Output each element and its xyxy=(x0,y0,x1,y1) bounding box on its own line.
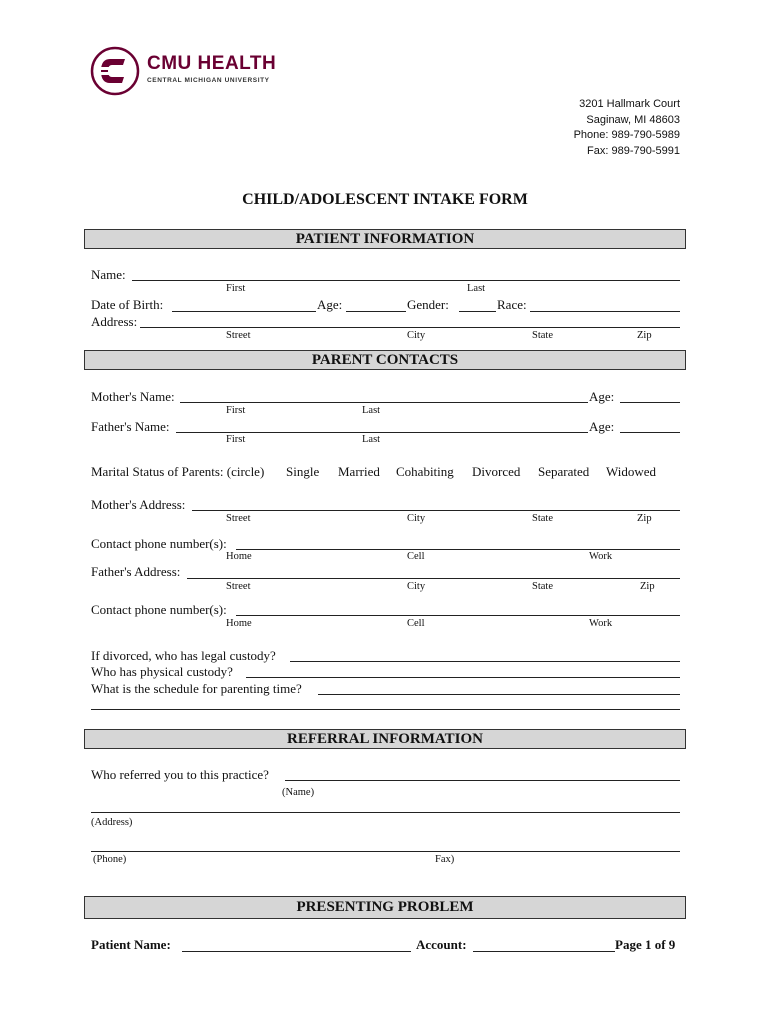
hint-referral-address: (Address) xyxy=(91,817,133,828)
referral-address-field[interactable] xyxy=(91,812,680,813)
hint-first: First xyxy=(226,434,246,445)
hint-referral-phone: (Phone) xyxy=(93,854,127,865)
age-field[interactable] xyxy=(346,311,406,312)
physical-custody-label: Who has physical custody? xyxy=(91,664,233,679)
footer-patient-name-label: Patient Name: xyxy=(91,937,171,952)
form-title: CHILD/ADOLESCENT INTAKE FORM xyxy=(242,191,528,208)
mother-contact-label: Contact phone number(s): xyxy=(91,536,227,551)
cmu-c-logo-icon xyxy=(90,45,140,97)
hint-referral-fax: Fax) xyxy=(435,854,455,865)
hint-street: Street xyxy=(226,581,251,592)
hint-work: Work xyxy=(589,618,613,629)
name-field[interactable] xyxy=(132,280,680,281)
father-address-field[interactable] xyxy=(187,578,680,579)
section-title: PATIENT INFORMATION xyxy=(295,231,475,247)
address-label: Address: xyxy=(91,314,138,329)
marital-option-married[interactable]: Married xyxy=(338,464,380,479)
hint-referral-name: (Name) xyxy=(282,787,315,798)
cmu-health-logo xyxy=(90,45,280,97)
address-line-phone: Phone: 989-790-5989 xyxy=(573,129,680,141)
hint-street: Street xyxy=(226,513,251,524)
marital-option-single[interactable]: Single xyxy=(286,464,320,479)
hint-city: City xyxy=(407,581,426,592)
mother-address-label: Mother's Address: xyxy=(91,497,186,512)
address-line-fax: Fax: 989-790-5991 xyxy=(587,144,680,157)
hint-home: Home xyxy=(226,551,252,562)
hint-street: Street xyxy=(226,330,251,341)
father-name-label: Father's Name: xyxy=(91,419,170,434)
marital-option-separated[interactable]: Separated xyxy=(538,464,590,479)
hint-state: State xyxy=(532,330,553,341)
hint-cell: Cell xyxy=(407,618,425,629)
hint-zip: Zip xyxy=(637,513,652,524)
hint-zip: Zip xyxy=(637,330,652,341)
marital-option-divorced[interactable]: Divorced xyxy=(472,464,521,479)
race-field[interactable] xyxy=(530,311,680,312)
father-age-field[interactable] xyxy=(620,432,680,433)
referral-name-field[interactable] xyxy=(285,780,680,781)
referral-question: Who referred you to this practice? xyxy=(91,767,269,782)
hint-cell: Cell xyxy=(407,551,425,562)
address-line-street: 3201 Hallmark Court xyxy=(579,98,680,110)
hint-home: Home xyxy=(226,618,252,629)
logo-subtitle: CENTRAL MICHIGAN UNIVERSITY xyxy=(147,77,270,84)
mother-name-field[interactable] xyxy=(180,402,588,403)
father-age-label: Age: xyxy=(589,419,615,434)
race-label: Race: xyxy=(497,297,527,312)
hint-state: State xyxy=(532,513,553,524)
footer-account-label: Account: xyxy=(416,937,467,952)
marital-status-label: Marital Status of Parents: (circle) xyxy=(91,464,265,479)
age-label: Age: xyxy=(317,297,343,312)
mother-age-label: Age: xyxy=(589,389,615,404)
footer-patient-name-field[interactable] xyxy=(182,951,411,952)
section-referral-information xyxy=(84,729,686,749)
address-line-city: Saginaw, MI 48603 xyxy=(586,113,680,126)
section-parent-contacts xyxy=(84,350,686,370)
hint-last: Last xyxy=(362,434,381,445)
referral-phone-fax-field[interactable] xyxy=(91,851,680,852)
father-contact-label: Contact phone number(s): xyxy=(91,602,227,617)
section-title: PARENT CONTACTS xyxy=(311,352,459,368)
name-label: Name: xyxy=(91,267,126,282)
dob-field[interactable] xyxy=(172,311,316,312)
dob-label: Date of Birth: xyxy=(91,297,164,312)
gender-label: Gender: xyxy=(407,297,449,312)
legal-custody-field[interactable] xyxy=(290,661,680,662)
section-patient-information xyxy=(84,229,686,249)
physical-custody-field[interactable] xyxy=(246,677,680,678)
section-title: REFERRAL INFORMATION xyxy=(287,731,483,747)
hint-work: Work xyxy=(589,551,613,562)
mother-contact-field[interactable] xyxy=(236,549,680,550)
hint-first: First xyxy=(226,283,246,294)
hint-city: City xyxy=(407,330,426,341)
footer-account-field[interactable] xyxy=(473,951,615,952)
marital-option-widowed[interactable]: Widowed xyxy=(606,464,657,479)
father-name-field[interactable] xyxy=(176,432,588,433)
parenting-schedule-field[interactable] xyxy=(318,694,680,695)
gender-field[interactable] xyxy=(459,311,496,312)
logo-name: CMU HEALTH xyxy=(147,53,277,74)
footer-page-number: Page 1 of 9 xyxy=(615,937,676,952)
mother-address-field[interactable] xyxy=(192,510,680,511)
section-presenting-problem xyxy=(84,896,686,919)
hint-zip: Zip xyxy=(640,581,655,592)
clinic-address xyxy=(574,97,680,159)
hint-first: First xyxy=(226,405,246,416)
hint-state: State xyxy=(532,581,553,592)
mother-name-label: Mother's Name: xyxy=(91,389,175,404)
hint-last: Last xyxy=(362,405,381,416)
hint-city: City xyxy=(407,513,426,524)
parenting-schedule-label: What is the schedule for parenting time? xyxy=(91,681,302,696)
legal-custody-label: If divorced, who has legal custody? xyxy=(91,648,276,663)
parenting-schedule-field-2[interactable] xyxy=(91,709,680,710)
marital-option-cohabiting[interactable]: Cohabiting xyxy=(396,464,454,479)
section-title: PRESENTING PROBLEM xyxy=(296,899,474,915)
father-address-label: Father's Address: xyxy=(91,564,181,579)
mother-age-field[interactable] xyxy=(620,402,680,403)
father-contact-field[interactable] xyxy=(236,615,680,616)
hint-last: Last xyxy=(467,283,486,294)
address-field[interactable] xyxy=(140,327,680,328)
